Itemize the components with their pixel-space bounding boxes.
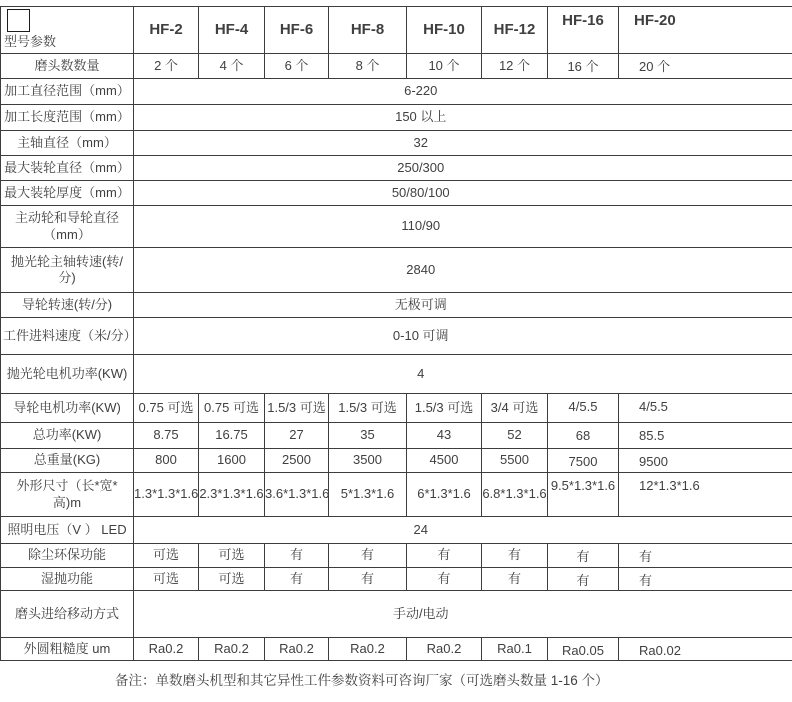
table-row: [1, 449, 792, 473]
spec-table: [0, 6, 792, 661]
column-header-hf-20: HF-20: [619, 7, 792, 54]
value-cell: 9.5*1.3*1.6: [548, 473, 619, 517]
value-cell: 16 个: [548, 54, 619, 79]
value-cell: Ra0.2: [407, 638, 482, 661]
footnote: 备注：单数磨头机型和其它异性工件参数资料可咨询厂家（可选磨头数量 1-16 个）: [0, 669, 792, 689]
value-cell: 0.75 可选: [199, 394, 265, 423]
value-cell: 35: [329, 423, 407, 449]
value-cell: 0.75 可选: [134, 394, 199, 423]
value-cell: 16.75: [199, 423, 265, 449]
value-cell: 有: [329, 544, 407, 568]
row-label: 最大装轮厚度（mm）: [1, 181, 134, 206]
value-cell: 2.3*1.3*1.6: [199, 473, 265, 517]
value-cell: Ra0.2: [134, 638, 199, 661]
value-cell: Ra0.2: [329, 638, 407, 661]
value-cell: 有: [548, 544, 619, 568]
row-label: 总功率(KW): [1, 423, 134, 449]
table-row: [1, 156, 792, 181]
value-cell: 52: [482, 423, 548, 449]
merged-value-cell: 无极可调: [134, 293, 792, 318]
value-cell: 4500: [407, 449, 482, 473]
value-cell: 有: [407, 568, 482, 591]
value-cell: 5*1.3*1.6: [329, 473, 407, 517]
value-cell: 8 个: [329, 54, 407, 79]
value-cell: 1.5/3 可选: [407, 394, 482, 423]
value-cell: 7500: [548, 449, 619, 473]
value-cell: Ra0.02: [619, 638, 792, 661]
corner-label: 型号参数: [4, 34, 56, 49]
row-label: 导轮转速(转/分): [1, 293, 134, 318]
value-cell: 8.75: [134, 423, 199, 449]
table-row: [1, 318, 792, 355]
value-cell: 1600: [199, 449, 265, 473]
row-label: 磨头数数量: [1, 54, 134, 79]
value-cell: 12 个: [482, 54, 548, 79]
value-cell: 有: [548, 568, 619, 591]
value-cell: 5500: [482, 449, 548, 473]
value-cell: 6 个: [265, 54, 329, 79]
corner-cell: [1, 7, 134, 54]
value-cell: 3/4 可选: [482, 394, 548, 423]
row-label: 导轮电机功率(KW): [1, 394, 134, 423]
column-header-hf-4: HF-4: [199, 7, 265, 54]
merged-value-cell: 50/80/100: [134, 181, 792, 206]
table-row: [1, 248, 792, 293]
column-header-hf-16: HF-16: [548, 7, 619, 54]
merged-value-cell: 手动/电动: [134, 591, 792, 638]
table-row: [1, 473, 792, 517]
value-cell: 有: [619, 568, 792, 591]
value-cell: 可选: [199, 568, 265, 591]
value-cell: 可选: [134, 544, 199, 568]
value-cell: 4/5.5: [548, 394, 619, 423]
value-cell: 68: [548, 423, 619, 449]
row-label: 抛光轮电机功率(KW): [1, 355, 134, 394]
table-row: [1, 181, 792, 206]
value-cell: 85.5: [619, 423, 792, 449]
row-label: 除尘环保功能: [1, 544, 134, 568]
value-cell: 可选: [134, 568, 199, 591]
row-label: 磨头进给移动方式: [1, 591, 134, 638]
merged-value-cell: 32: [134, 131, 792, 156]
value-cell: 12*1.3*1.6: [619, 473, 792, 517]
value-cell: 20 个: [619, 54, 792, 79]
value-cell: 有: [482, 544, 548, 568]
table-row: [1, 105, 792, 131]
value-cell: 可选: [199, 544, 265, 568]
table-row: [1, 131, 792, 156]
value-cell: 有: [407, 544, 482, 568]
table-row: [1, 423, 792, 449]
row-label: 照明电压（V ） LED: [1, 517, 134, 544]
row-label: 最大装轮直径（mm）: [1, 156, 134, 181]
row-label: 主动轮和导轮直径（mm）: [1, 206, 134, 248]
row-label: 外形尺寸（长*宽*高)m: [1, 473, 134, 517]
merged-value-cell: 150 以上: [134, 105, 792, 131]
merged-value-cell: 2840: [134, 248, 792, 293]
value-cell: 9500: [619, 449, 792, 473]
value-cell: 800: [134, 449, 199, 473]
merged-value-cell: 4: [134, 355, 792, 394]
value-cell: 27: [265, 423, 329, 449]
value-cell: 10 个: [407, 54, 482, 79]
column-header-hf-12: HF-12: [482, 7, 548, 54]
value-cell: 6*1.3*1.6: [407, 473, 482, 517]
merged-value-cell: 110/90: [134, 206, 792, 248]
value-cell: 4 个: [199, 54, 265, 79]
row-label: 主轴直径（mm）: [1, 131, 134, 156]
table-row: [1, 355, 792, 394]
value-cell: 有: [265, 544, 329, 568]
column-header-hf-6: HF-6: [265, 7, 329, 54]
table-row: [1, 79, 792, 105]
image-placeholder-icon: [7, 9, 30, 32]
value-cell: 4/5.5: [619, 394, 792, 423]
column-header-hf-8: HF-8: [329, 7, 407, 54]
column-header-hf-10: HF-10: [407, 7, 482, 54]
value-cell: 6.8*1.3*1.6: [482, 473, 548, 517]
table-row: [1, 517, 792, 544]
row-label: 湿抛功能: [1, 568, 134, 591]
value-cell: 有: [619, 544, 792, 568]
value-cell: 43: [407, 423, 482, 449]
value-cell: Ra0.2: [199, 638, 265, 661]
merged-value-cell: 250/300: [134, 156, 792, 181]
value-cell: Ra0.05: [548, 638, 619, 661]
value-cell: 3500: [329, 449, 407, 473]
row-label: 加工长度范围（mm）: [1, 105, 134, 131]
value-cell: 1.5/3 可选: [329, 394, 407, 423]
table-row: [1, 568, 792, 591]
value-cell: 有: [265, 568, 329, 591]
column-header-hf-2: HF-2: [134, 7, 199, 54]
table-row: [1, 293, 792, 318]
value-cell: 1.3*1.3*1.6: [134, 473, 199, 517]
value-cell: 有: [329, 568, 407, 591]
value-cell: 2 个: [134, 54, 199, 79]
row-label: 加工直径范围（mm）: [1, 79, 134, 105]
value-cell: 2500: [265, 449, 329, 473]
merged-value-cell: 6-220: [134, 79, 792, 105]
merged-value-cell: 24: [134, 517, 792, 544]
table-row: [1, 394, 792, 423]
value-cell: 1.5/3 可选: [265, 394, 329, 423]
value-cell: Ra0.1: [482, 638, 548, 661]
value-cell: 有: [482, 568, 548, 591]
value-cell: 3.6*1.3*1.6: [265, 473, 329, 517]
value-cell: Ra0.2: [265, 638, 329, 661]
row-label: 工件进料速度（米/分）: [1, 318, 134, 355]
table-row: [1, 206, 792, 248]
table-row: [1, 591, 792, 638]
row-label: 总重量(KG): [1, 449, 134, 473]
row-label: 抛光轮主轴转速(转/分): [1, 248, 134, 293]
table-row: [1, 638, 792, 661]
table-row: [1, 544, 792, 568]
row-label: 外圆粗糙度 um: [1, 638, 134, 661]
table-row: [1, 54, 792, 79]
merged-value-cell: 0-10 可调: [134, 318, 792, 355]
